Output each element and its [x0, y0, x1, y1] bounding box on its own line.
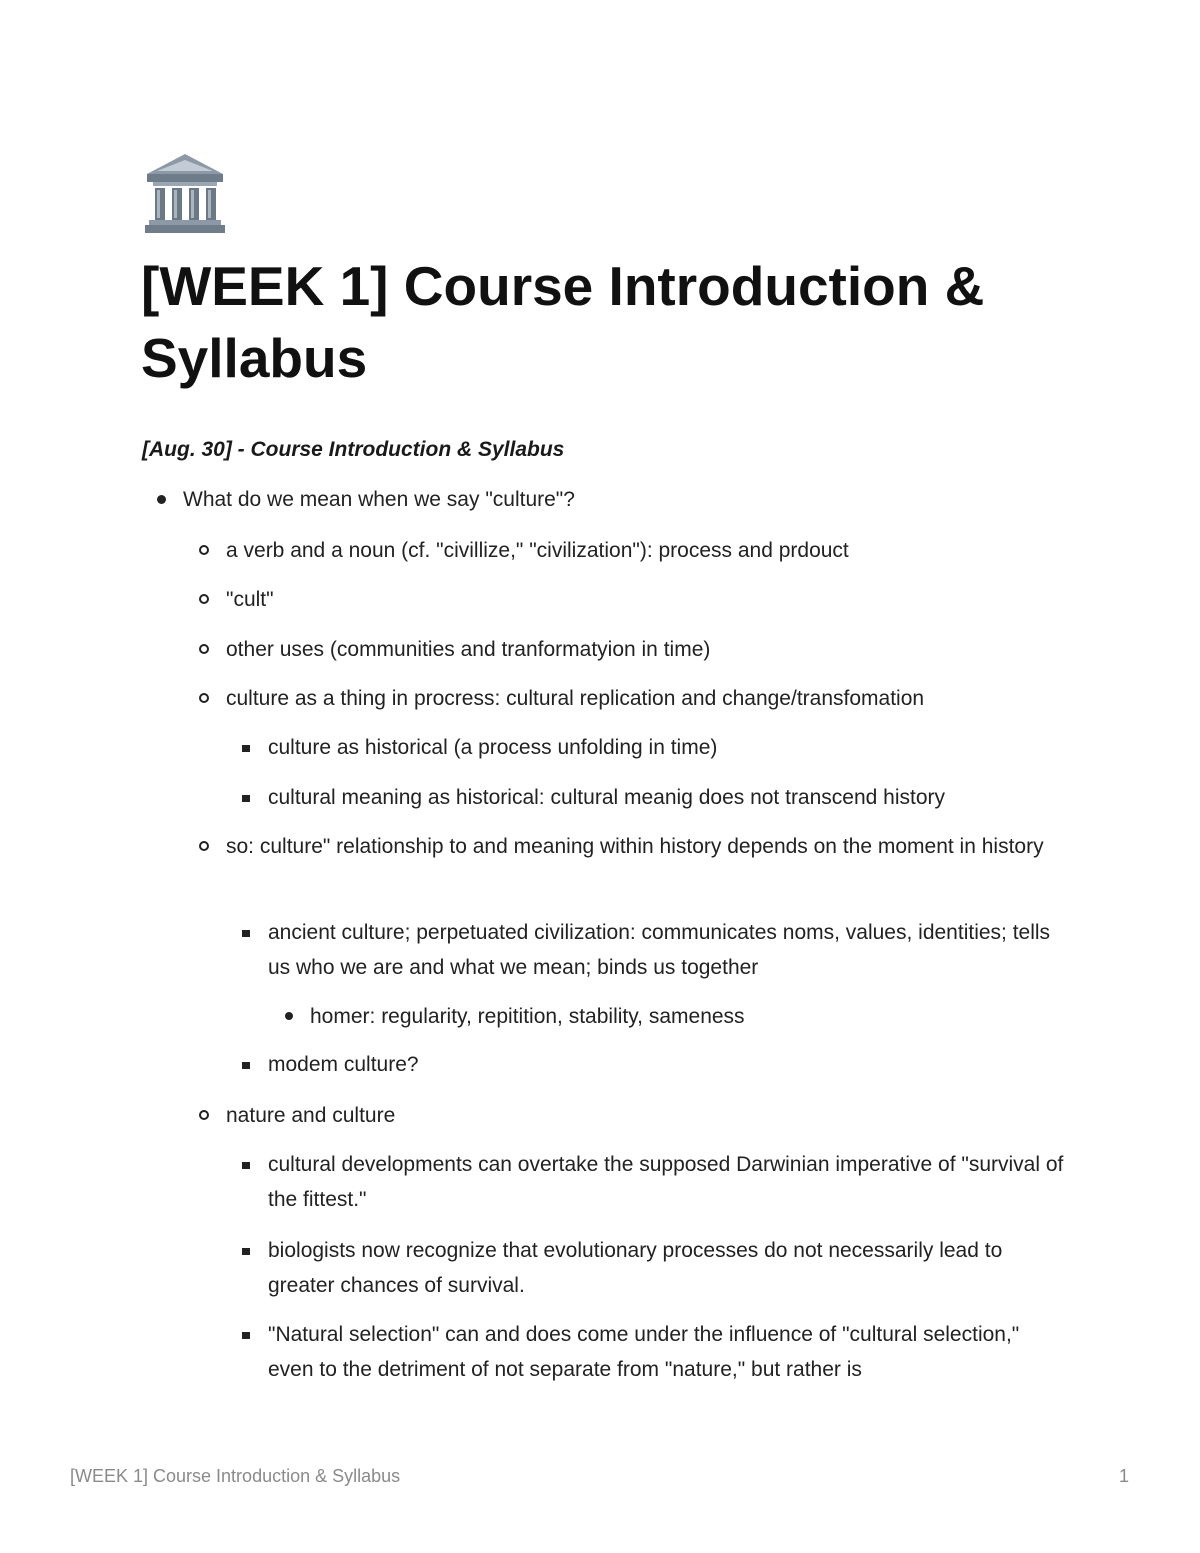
- list-item: culture as historical (a process unfolding in time): [268, 730, 1068, 765]
- list-item: ancient culture; perpetuated civilization: communicates noms, values, identities; tells us who we are and what we mean; binds us together: [268, 915, 1068, 985]
- list-item: so: culture" relationship to and meaning within history depends on the moment in history: [226, 829, 1066, 864]
- page-title: [WEEK 1] Course Introduction & Syllabus: [141, 255, 985, 389]
- list-item: a verb and a noun (cf. "civillize," "civilization"): process and prdouct: [226, 533, 1066, 568]
- list-item: biologists now recognize that evolutionary processes do not necessarily lead to greater chances of survival.: [268, 1233, 1068, 1303]
- bullet-square-icon: [242, 745, 250, 752]
- list-item: homer: regularity, repitition, stability, sameness: [310, 999, 1070, 1034]
- classical-building-icon: [143, 152, 227, 236]
- list-item: culture as a thing in procress: cultural replication and change/transfomation: [226, 681, 1066, 716]
- list-item: "Natural selection" can and does come under the influence of "cultural selection," even to the detriment of not separate from "nature," but rather is: [268, 1317, 1068, 1387]
- bullet-disc-icon: [285, 1012, 293, 1020]
- bullet-circle-icon: [199, 594, 209, 604]
- bullet-square-icon: [242, 1062, 250, 1069]
- bullet-square-icon: [242, 1248, 250, 1255]
- bullet-disc-icon: [157, 495, 166, 504]
- page-number: 1: [1118, 1466, 1129, 1486]
- list-item: cultural developments can overtake the supposed Darwinian imperative of "survival of the fittest.": [268, 1147, 1068, 1217]
- list-item: other uses (communities and tranformatyion in time): [226, 632, 1066, 667]
- bullet-circle-icon: [199, 1110, 209, 1120]
- list-item: cultural meaning as historical: cultural meanig does not transcend history: [268, 780, 1068, 815]
- list-item: What do we mean when we say "culture"?: [183, 482, 1063, 517]
- footer-title: [WEEK 1] Course Introduction & Syllabus: [70, 1466, 401, 1486]
- bullet-square-icon: [242, 795, 250, 802]
- page-icon: [143, 152, 227, 236]
- bullet-square-icon: [242, 1332, 250, 1339]
- list-item: modem culture?: [268, 1047, 1068, 1082]
- bullet-circle-icon: [199, 545, 209, 555]
- bullet-square-icon: [242, 930, 250, 937]
- bullet-circle-icon: [199, 841, 209, 851]
- bullet-circle-icon: [199, 644, 209, 654]
- bullet-circle-icon: [199, 693, 209, 703]
- list-item: nature and culture: [226, 1098, 1066, 1133]
- bullet-square-icon: [242, 1162, 250, 1169]
- list-item: "cult": [226, 582, 1066, 617]
- section-heading: [Aug. 30] - Course Introduction & Syllabus: [142, 438, 565, 461]
